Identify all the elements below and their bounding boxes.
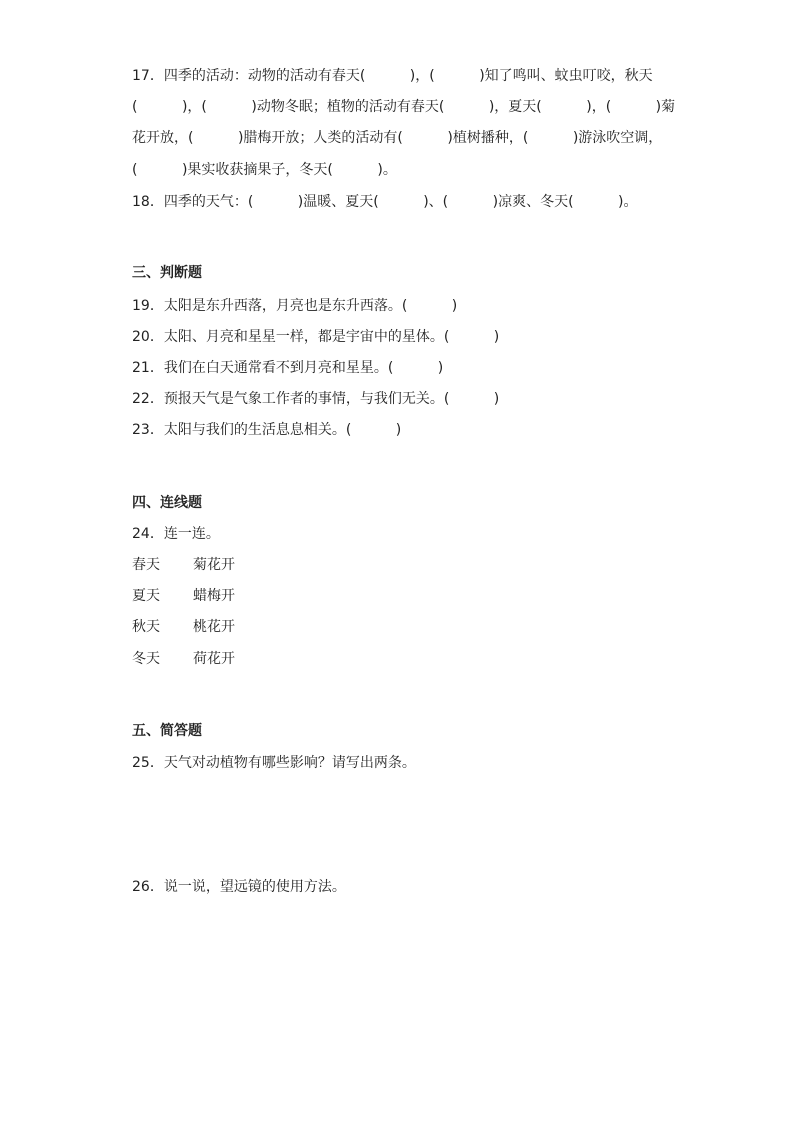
- question-22: 22．预报天气是气象工作者的事情，与我们无关。( ): [132, 391, 500, 407]
- match-right-item: 菊花开: [193, 557, 235, 573]
- match-left-item: 冬天: [132, 651, 160, 667]
- question-24: 24．连一连。: [132, 526, 220, 542]
- question-20: 20．太阳、月亮和星星一样，都是宇宙中的星体。( ): [132, 329, 500, 345]
- q17-line-4: ( )果实收获摘果子，冬天( )。: [132, 162, 397, 178]
- question-18: 18．四季的天气：( )温暖、夏天( )、( )凉爽、冬天( )。: [132, 194, 638, 210]
- section-heading-match: 四、连线题: [132, 495, 202, 511]
- q17-line-2: ( )，( )动物冬眠；植物的活动有春天( )，夏天( )，( )菊: [132, 99, 676, 115]
- question-25: 25．天气对动植物有哪些影响？请写出两条。: [132, 755, 416, 771]
- question-23: 23．太阳与我们的生活息息相关。( ): [132, 422, 402, 438]
- section-heading-short: 五、简答题: [132, 723, 202, 739]
- match-right-item: 荷花开: [193, 651, 235, 667]
- question-19: 19．太阳是东升西落，月亮也是东升西落。( ): [132, 298, 458, 314]
- question-26: 26．说一说，望远镜的使用方法。: [132, 879, 346, 895]
- section-heading-judge: 三、判断题: [132, 265, 202, 281]
- match-left-item: 秋天: [132, 619, 160, 635]
- q17-line-1: 17．四季的活动：动物的活动有春天( )，( )知了鸣叫、蚊虫叮咬，秋天: [132, 68, 653, 84]
- question-21: 21．我们在白天通常看不到月亮和星星。( ): [132, 360, 444, 376]
- match-right-item: 桃花开: [193, 619, 235, 635]
- match-right-item: 蜡梅开: [193, 588, 235, 604]
- match-left-item: 夏天: [132, 588, 160, 604]
- match-left-item: 春天: [132, 557, 160, 573]
- q17-line-3: 花开放，( )腊梅开放；人类的活动有( )植树播种，( )游泳吹空调，: [132, 130, 663, 146]
